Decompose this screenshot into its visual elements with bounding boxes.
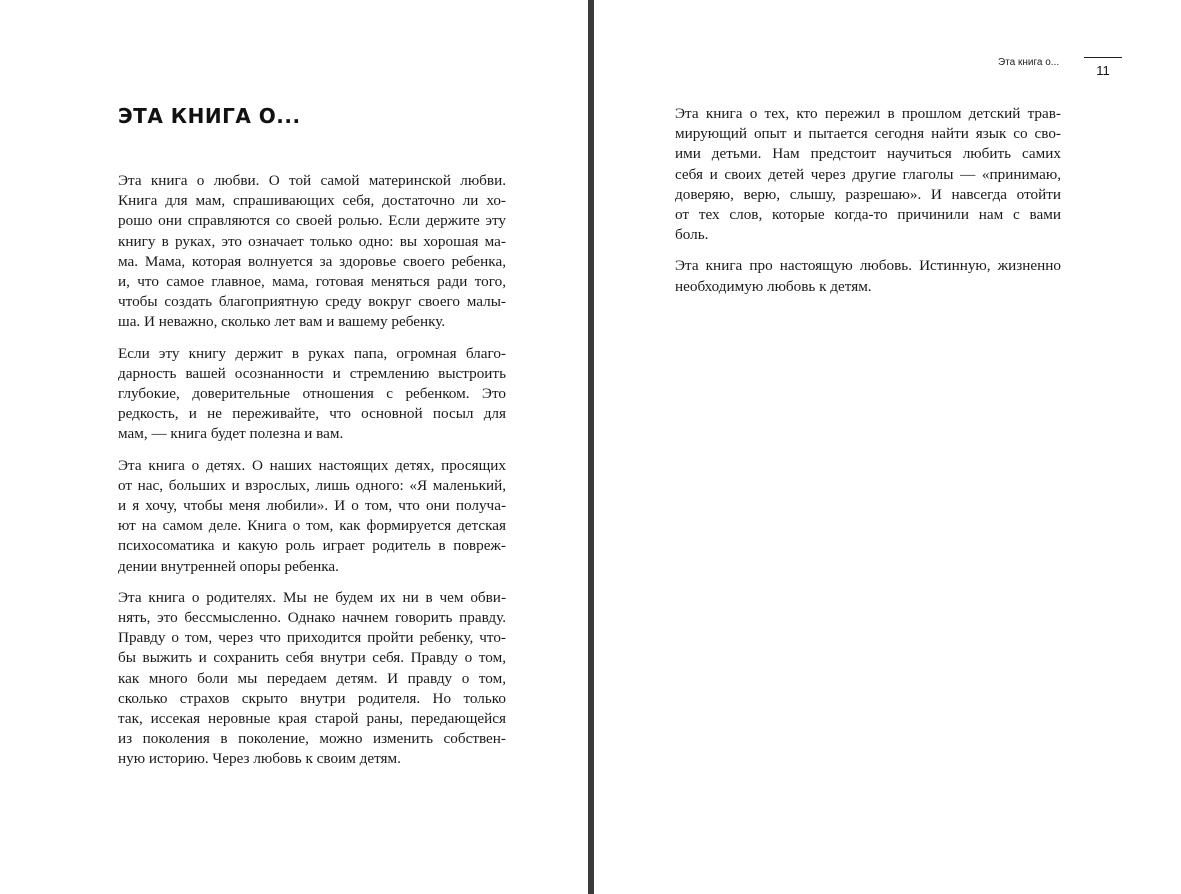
paragraph (675, 104, 1061, 245)
folio-rule (1084, 57, 1122, 58)
right-body-text (675, 104, 1061, 308)
text-line: так, иссекая неровные края старой раны, передающейся (118, 710, 506, 728)
text-line: дении внутренней опоры ребенка. (118, 557, 339, 575)
text-line: Эта книга о детях. О наших настоящих детях, просящих (118, 456, 506, 474)
left-body-text (118, 171, 506, 781)
text-line: рошо они справляются со своей ролью. Если держите эту (118, 212, 506, 230)
text-line: как много боли мы передаем детям. И правду о том, (118, 669, 506, 687)
text-line: ша. И неважно, сколько лет вам и вашему ребенку. (118, 313, 446, 331)
text-line: от нас, больших и взрослых, лишь одного: «Я маленький, (118, 476, 506, 494)
text-line: и я хочу, чтобы меня любили». И о том, что они получа- (118, 497, 506, 515)
text-line: книгу в руках, это означает только одно: вы хорошая ма- (118, 232, 506, 250)
text-line: Книга для мам, спрашивающих себя, достаточно ли хо- (118, 192, 506, 210)
paragraph (118, 344, 506, 445)
text-line: себя и своих детей через другие глаголы — «принимаю, (675, 165, 1061, 183)
text-line: нять, это бессмысленно. Однако начнем говорить правду. (118, 609, 506, 627)
text-line: ими детьми. Нам предстоит научиться любить самих (675, 145, 1061, 163)
text-line: бы выжить и сохранить себя внутри себя. Правду о том, (118, 649, 506, 667)
text-line: ют на самом деле. Книга о том, как формируется детская (118, 517, 506, 535)
paragraph (675, 256, 1061, 296)
right-page (594, 0, 1181, 894)
text-line: Эта книга о родителях. Мы не будем их ни в чем обви- (118, 588, 506, 606)
text-line: Эта книга про настоящую любовь. Истинную, жизненно (675, 257, 1061, 275)
text-line: доверяю, верю, слышу, разрешаю». И навсегда отойти (675, 185, 1061, 203)
paragraph (118, 456, 506, 577)
text-line: Эта книга о любви. О той самой материнской любви. (118, 172, 506, 189)
text-line: и, что самое главное, мама, готовая меняться ради того, (118, 273, 506, 291)
text-line: мирующий опыт и пытается сегодня найти язык со сво- (675, 125, 1061, 143)
left-page (0, 0, 588, 894)
text-line: необходимую любовь к детям. (675, 277, 872, 295)
chapter-title: ЭТА КНИГА О... (118, 104, 301, 128)
text-line: Эта книга о тех, кто пережил в прошлом детский трав- (675, 105, 1061, 122)
page-number: 11 (1096, 63, 1110, 78)
text-line: Если эту книгу держит в руках папа, огромная благо- (118, 344, 506, 362)
text-line: психосоматика и какую роль играет родитель в повреж- (118, 537, 506, 555)
text-line: от тех слов, которые когда-то причинили нам с вами (675, 206, 1061, 224)
text-line: чтобы создать благоприятную среду вокруг своего малы- (118, 293, 506, 311)
text-line: ма. Мама, которая волнуется за здоровье своего ребенка, (118, 252, 506, 270)
text-line: Правду о том, через что приходится пройти ребенку, что- (118, 629, 506, 647)
paragraph (118, 588, 506, 770)
text-line: мам, — книга будет полезна и вам. (118, 425, 344, 443)
text-line: сколько страхов скрыто внутри родителя. Но только (118, 689, 506, 707)
text-line: редкость, и не переживайте, что основной посыл для (118, 405, 506, 423)
text-line: ную историю. Через любовь к своим детям. (118, 750, 401, 768)
text-line: из поколения в поколение, можно изменить собствен- (118, 730, 506, 748)
running-head: Эта книга о... (998, 57, 1060, 68)
text-line: дарность вашей осознанности и стремлению выстроить (118, 364, 506, 382)
text-line: глубокие, доверительные отношения с ребенком. Это (118, 385, 506, 403)
paragraph (118, 171, 506, 333)
text-line: боль. (675, 226, 709, 244)
